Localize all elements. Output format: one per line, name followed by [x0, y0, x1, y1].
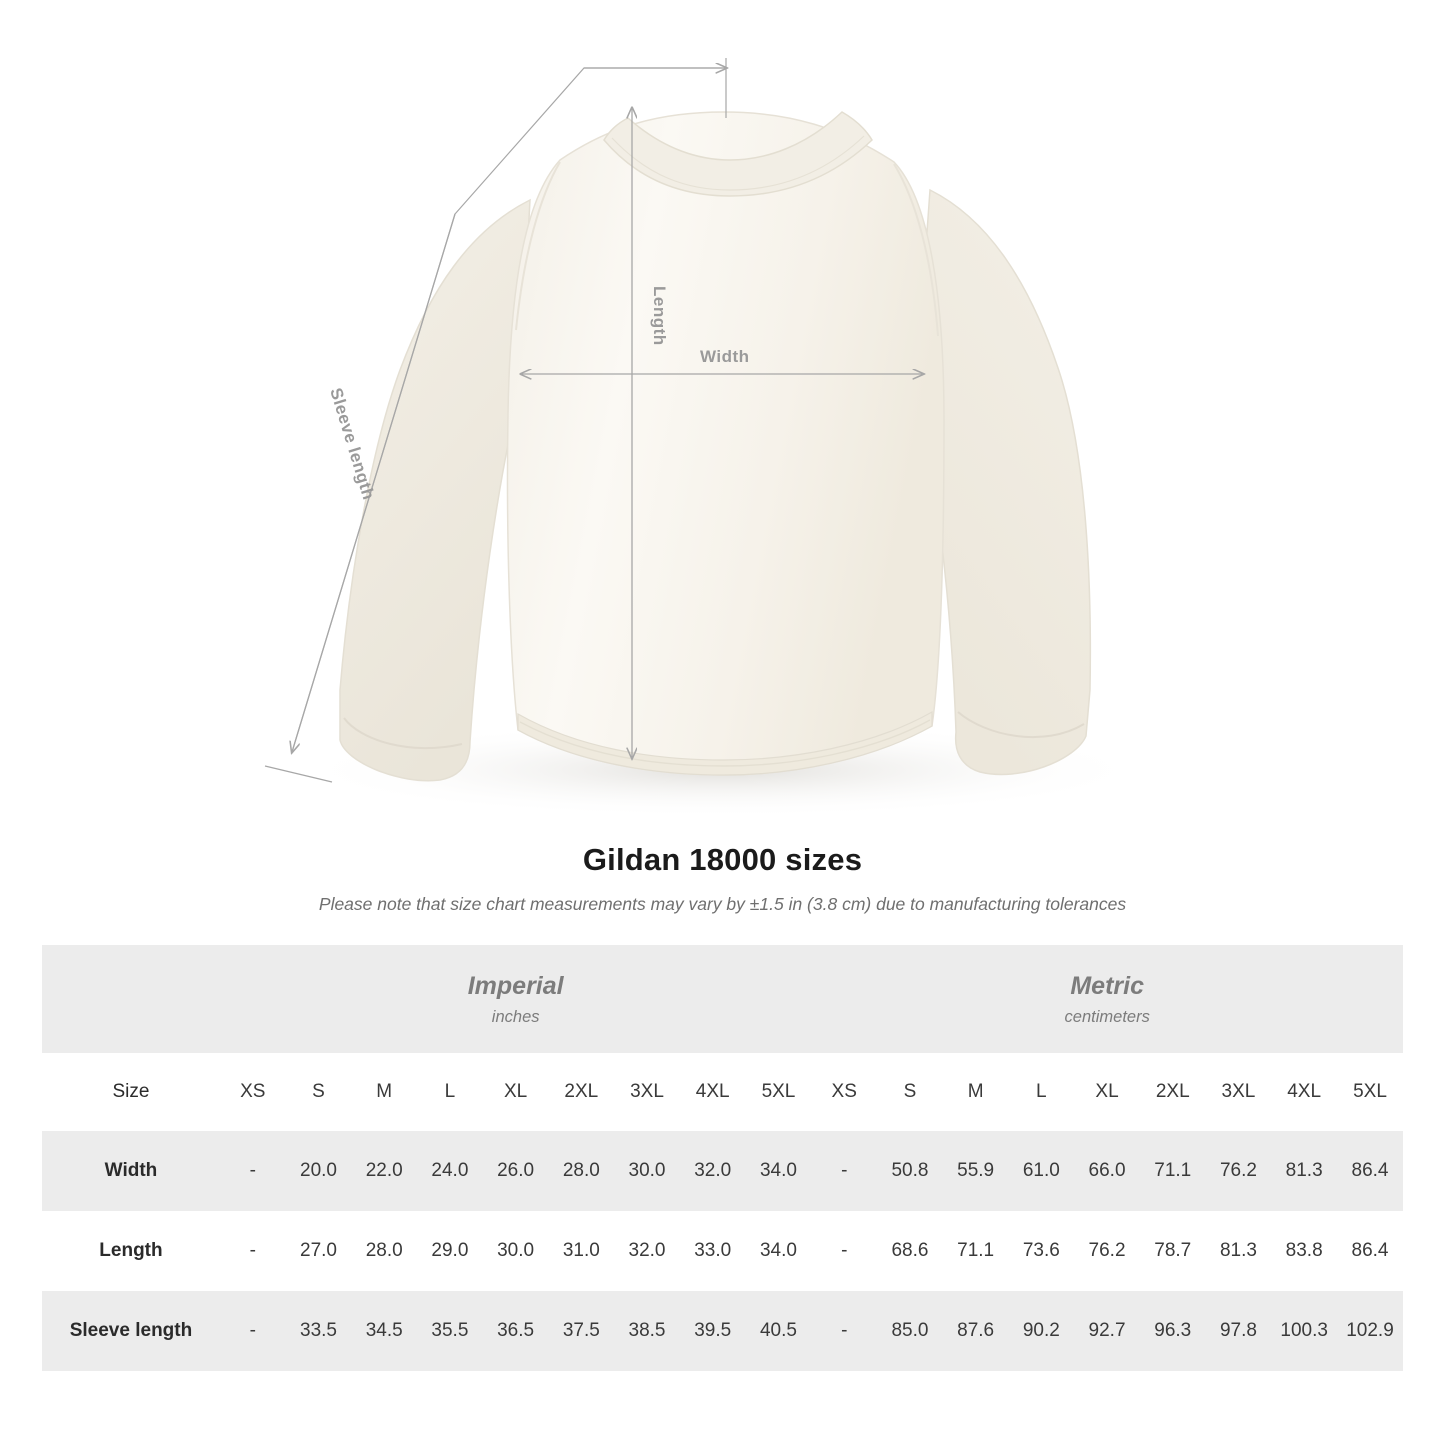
- cell-sleeve-imp-2xl: 37.5: [548, 1291, 614, 1371]
- cell-width-met-3xl: 76.2: [1206, 1131, 1272, 1211]
- size-table: [42, 945, 1403, 1371]
- header-imp-2xl: 2XL: [548, 1053, 614, 1131]
- cell-length-met-xs: -: [811, 1211, 877, 1291]
- header-imp-3xl: 3XL: [614, 1053, 680, 1131]
- cell-length-met-l: 73.6: [1008, 1211, 1074, 1291]
- cell-width-met-5xl: 86.4: [1337, 1131, 1403, 1211]
- header-imp-s: S: [286, 1053, 352, 1131]
- header-met-3xl: 3XL: [1206, 1053, 1272, 1131]
- unit-header-metric: [811, 945, 1403, 1053]
- unit-header-imperial: [220, 945, 811, 1053]
- imperial-sub: inches: [491, 1007, 540, 1026]
- cell-width-met-2xl: 71.1: [1140, 1131, 1206, 1211]
- metric-name: Metric: [1070, 971, 1144, 1000]
- cell-width-met-m: 55.9: [943, 1131, 1009, 1211]
- cell-width-imp-xl: 26.0: [483, 1131, 549, 1211]
- unit-header-blank: [42, 945, 220, 1053]
- table-row: [42, 1211, 1403, 1291]
- imperial-name: Imperial: [467, 971, 564, 1000]
- cell-length-met-s: 68.6: [877, 1211, 943, 1291]
- cell-length-met-xl: 76.2: [1074, 1211, 1140, 1291]
- cell-width-imp-xs: -: [220, 1131, 286, 1211]
- table-row: [42, 1291, 1403, 1371]
- cell-length-imp-4xl: 33.0: [680, 1211, 746, 1291]
- cell-sleeve-met-m: 87.6: [943, 1291, 1009, 1371]
- cell-sleeve-imp-5xl: 40.5: [746, 1291, 812, 1371]
- header-met-xs: XS: [811, 1053, 877, 1131]
- cell-length-imp-3xl: 32.0: [614, 1211, 680, 1291]
- title-block: [0, 842, 1445, 915]
- cell-length-imp-xl: 30.0: [483, 1211, 549, 1291]
- cell-width-imp-5xl: 34.0: [746, 1131, 812, 1211]
- header-met-4xl: 4XL: [1271, 1053, 1337, 1131]
- length-label: Length: [650, 286, 669, 346]
- cell-sleeve-met-xl: 92.7: [1074, 1291, 1140, 1371]
- header-met-xl: XL: [1074, 1053, 1140, 1131]
- cell-width-imp-m: 22.0: [351, 1131, 417, 1211]
- cell-width-met-xs: -: [811, 1131, 877, 1211]
- cell-width-imp-2xl: 28.0: [548, 1131, 614, 1211]
- cell-width-imp-l: 24.0: [417, 1131, 483, 1211]
- header-imp-5xl: 5XL: [746, 1053, 812, 1131]
- cell-sleeve-imp-s: 33.5: [286, 1291, 352, 1371]
- size-header-row: [42, 1053, 1403, 1131]
- header-met-m: M: [943, 1053, 1009, 1131]
- cell-length-met-4xl: 83.8: [1271, 1211, 1337, 1291]
- tolerance-note: Please note that size chart measurements may vary by ±1.5 in (3.8 cm) due to manufacturing tolerances: [318, 894, 1127, 914]
- cell-length-imp-m: 28.0: [351, 1211, 417, 1291]
- header-imp-l: L: [417, 1053, 483, 1131]
- cell-sleeve-met-xs: -: [811, 1291, 877, 1371]
- header-imp-xl: XL: [483, 1053, 549, 1131]
- cell-length-met-2xl: 78.7: [1140, 1211, 1206, 1291]
- cell-length-met-5xl: 86.4: [1337, 1211, 1403, 1291]
- row-label-width: Width: [42, 1131, 220, 1211]
- page-title: Gildan 18000 sizes: [582, 842, 863, 877]
- header-imp-4xl: 4XL: [680, 1053, 746, 1131]
- cell-length-imp-l: 29.0: [417, 1211, 483, 1291]
- cell-length-imp-5xl: 34.0: [746, 1211, 812, 1291]
- cell-width-met-l: 61.0: [1008, 1131, 1074, 1211]
- cell-width-imp-3xl: 30.0: [614, 1131, 680, 1211]
- cell-sleeve-met-l: 90.2: [1008, 1291, 1074, 1371]
- cell-sleeve-imp-4xl: 39.5: [680, 1291, 746, 1371]
- size-table-wrapper: [42, 945, 1403, 1371]
- cell-sleeve-met-4xl: 100.3: [1271, 1291, 1337, 1371]
- cell-width-imp-4xl: 32.0: [680, 1131, 746, 1211]
- header-met-l: L: [1008, 1053, 1074, 1131]
- metric-sub: centimeters: [1064, 1007, 1150, 1026]
- cell-width-met-xl: 66.0: [1074, 1131, 1140, 1211]
- table-row: [42, 1131, 1403, 1211]
- cell-sleeve-met-3xl: 97.8: [1206, 1291, 1272, 1371]
- cell-width-met-s: 50.8: [877, 1131, 943, 1211]
- sleeve-length-label: Sleeve length: [326, 385, 379, 503]
- column-header-size: Size: [42, 1053, 220, 1131]
- header-met-5xl: 5XL: [1337, 1053, 1403, 1131]
- cell-sleeve-met-5xl: 102.9: [1337, 1291, 1403, 1371]
- cell-length-imp-2xl: 31.0: [548, 1211, 614, 1291]
- header-met-2xl: 2XL: [1140, 1053, 1206, 1131]
- cell-length-imp-xs: -: [220, 1211, 286, 1291]
- cell-sleeve-imp-3xl: 38.5: [614, 1291, 680, 1371]
- cell-sleeve-met-2xl: 96.3: [1140, 1291, 1206, 1371]
- sleeve-leader-line: [292, 68, 726, 752]
- cell-sleeve-met-s: 85.0: [877, 1291, 943, 1371]
- unit-header-row: [42, 945, 1403, 1053]
- header-imp-m: M: [351, 1053, 417, 1131]
- row-label-length: Length: [42, 1211, 220, 1291]
- cell-width-met-4xl: 81.3: [1271, 1131, 1337, 1211]
- header-imp-xs: XS: [220, 1053, 286, 1131]
- header-met-s: S: [877, 1053, 943, 1131]
- cell-sleeve-imp-m: 34.5: [351, 1291, 417, 1371]
- cell-sleeve-imp-xs: -: [220, 1291, 286, 1371]
- row-label-sleeve-length: Sleeve length: [42, 1291, 220, 1371]
- cell-length-met-m: 71.1: [943, 1211, 1009, 1291]
- cell-width-imp-s: 20.0: [286, 1131, 352, 1211]
- cell-length-met-3xl: 81.3: [1206, 1211, 1272, 1291]
- width-label: Width: [700, 347, 750, 366]
- cell-sleeve-imp-l: 35.5: [417, 1291, 483, 1371]
- cell-length-imp-s: 27.0: [286, 1211, 352, 1291]
- cell-sleeve-imp-xl: 36.5: [483, 1291, 549, 1371]
